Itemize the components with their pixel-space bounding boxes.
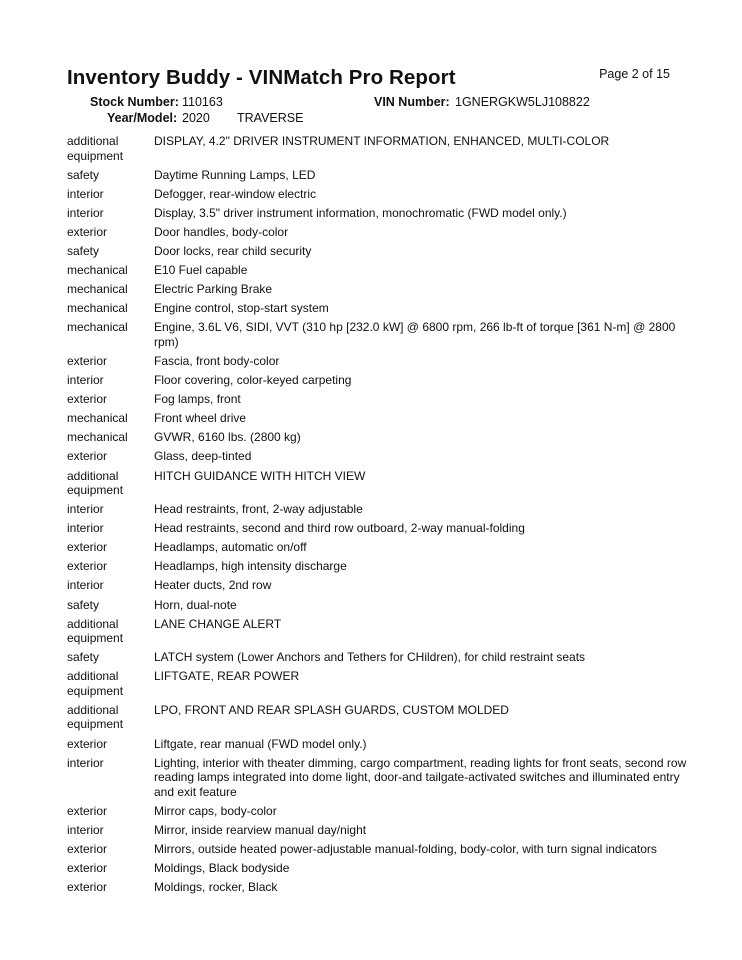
report-title: Inventory Buddy - VINMatch Pro Report [67, 66, 456, 89]
equipment-description: Headlamps, automatic on/off [154, 540, 307, 555]
equipment-description: Head restraints, front, 2-way adjustable [154, 502, 363, 517]
equipment-row [67, 502, 687, 517]
equipment-description: E10 Fuel capable [154, 263, 248, 278]
equipment-row [67, 559, 687, 574]
equipment-category: safety [67, 243, 100, 258]
equipment-description: Engine, 3.6L V6, SIDI, VVT (310 hp [232.0 kW] @ 6800 rpm, 266 lb-ft of torque [361 N-m] @ 2800 rpm) [154, 320, 676, 349]
equipment-row [67, 650, 687, 665]
equipment-category: additional equipment [67, 134, 124, 163]
equipment-category: interior [67, 822, 104, 837]
equipment-row [67, 430, 687, 445]
equipment-category: interior [67, 502, 104, 517]
equipment-description: Daytime Running Lamps, LED [154, 167, 316, 182]
equipment-description: Head restraints, second and third row outboard, 2-way manual-folding [154, 521, 525, 536]
equipment-row [67, 521, 687, 536]
equipment-description: Fog lamps, front [154, 392, 241, 407]
equipment-row [67, 823, 687, 838]
equipment-description: GVWR, 6160 lbs. (2800 kg) [154, 430, 301, 445]
equipment-row [67, 617, 687, 646]
equipment-category: exterior [67, 880, 108, 895]
equipment-category: exterior [67, 559, 108, 574]
equipment-row [67, 225, 687, 240]
equipment-row [67, 449, 687, 464]
equipment-row [67, 669, 687, 698]
model-value: TRAVERSE [237, 111, 304, 125]
equipment-category: exterior [67, 392, 108, 407]
equipment-description: Headlamps, high intensity discharge [154, 559, 347, 574]
equipment-category: exterior [67, 353, 108, 368]
equipment-row [67, 282, 687, 297]
equipment-category: interior [67, 755, 104, 770]
equipment-row [67, 737, 687, 752]
equipment-description: Floor covering, color-keyed carpeting [154, 373, 352, 388]
equipment-description: Fascia, front body-color [154, 353, 280, 368]
equipment-description: Mirror, inside rearview manual day/night [154, 822, 367, 837]
equipment-description: LPO, FRONT AND REAR SPLASH GUARDS, CUSTOM MOLDED [154, 702, 509, 717]
vin-number-label: VIN Number: [374, 95, 450, 109]
equipment-category: exterior [67, 224, 108, 239]
equipment-category: exterior [67, 449, 108, 464]
equipment-category: interior [67, 205, 104, 220]
equipment-row [67, 263, 687, 278]
equipment-row [67, 756, 687, 800]
equipment-category: interior [67, 373, 104, 388]
equipment-description: Moldings, rocker, Black [154, 880, 278, 895]
equipment-description: LANE CHANGE ALERT [154, 616, 282, 631]
equipment-description: DISPLAY, 4.2" DRIVER INSTRUMENT INFORMATION, ENHANCED, MULTI-COLOR [154, 134, 610, 148]
equipment-description: Liftgate, rear manual (FWD model only.) [154, 736, 367, 751]
equipment-category: exterior [67, 540, 108, 555]
equipment-category: safety [67, 650, 100, 665]
equipment-category: mechanical [67, 282, 128, 297]
equipment-category: mechanical [67, 430, 128, 445]
equipment-list [67, 134, 687, 899]
equipment-description: Display, 3.5" driver instrument information, monochromatic (FWD model only.) [154, 205, 567, 220]
equipment-row [67, 469, 687, 498]
equipment-description: LIFTGATE, REAR POWER [154, 669, 300, 684]
equipment-description: Heater ducts, 2nd row [154, 578, 272, 593]
equipment-category: safety [67, 167, 100, 182]
equipment-category: mechanical [67, 263, 128, 278]
equipment-category: exterior [67, 861, 108, 875]
equipment-row [67, 804, 687, 819]
equipment-description: LATCH system (Lower Anchors and Tethers for CHildren), for child restraint seats [154, 650, 586, 665]
equipment-description: Lighting, interior with theater dimming, cargo compartment, reading lights for front seats, second row reading lamps integrated into dome light, door-and tailgate-activated switches and illuminated entry and exit feature [154, 755, 687, 799]
equipment-row [67, 187, 687, 202]
equipment-category: exterior [67, 736, 108, 751]
equipment-row [67, 134, 687, 163]
equipment-category: safety [67, 597, 100, 612]
equipment-row [67, 244, 687, 259]
equipment-category: mechanical [67, 320, 128, 335]
equipment-row [67, 168, 687, 183]
equipment-category: exterior [67, 803, 108, 818]
equipment-category: additional equipment [67, 468, 124, 497]
equipment-row [67, 578, 687, 593]
equipment-row [67, 392, 687, 407]
equipment-description: Door locks, rear child security [154, 243, 312, 258]
equipment-row [67, 301, 687, 316]
equipment-description: HITCH GUIDANCE WITH HITCH VIEW [154, 468, 366, 483]
page-number: Page 2 of 15 [599, 67, 670, 81]
equipment-description: Mirror caps, body-color [154, 803, 277, 818]
equipment-category: mechanical [67, 411, 128, 426]
equipment-row [67, 411, 687, 426]
equipment-description: Mirrors, outside heated power-adjustable manual-folding, body-color, with turn signal indicators [154, 841, 657, 856]
equipment-description: Horn, dual-note [154, 597, 237, 612]
equipment-category: interior [67, 186, 104, 201]
equipment-description: Door handles, body-color [154, 224, 289, 239]
stock-number-value: 110163 [182, 95, 223, 109]
equipment-description: Engine control, stop-start system [154, 301, 329, 316]
equipment-row [67, 540, 687, 555]
equipment-category: exterior [67, 841, 108, 856]
equipment-row [67, 861, 687, 876]
equipment-description: Defogger, rear-window electric [154, 186, 317, 201]
equipment-row [67, 320, 687, 349]
stock-number-label: Stock Number: [90, 95, 179, 109]
equipment-row [67, 880, 687, 895]
equipment-description: Electric Parking Brake [154, 282, 273, 297]
vin-number-value: 1GNERGKW5LJ108822 [455, 95, 590, 109]
equipment-row [67, 703, 687, 732]
equipment-row [67, 373, 687, 388]
equipment-category: interior [67, 578, 104, 593]
year-value: 2020 [182, 111, 210, 125]
equipment-row [67, 842, 687, 857]
equipment-row [67, 598, 687, 613]
equipment-category: additional equipment [67, 669, 124, 698]
equipment-description: Front wheel drive [154, 411, 247, 426]
equipment-category: mechanical [67, 301, 128, 316]
equipment-category: additional equipment [67, 702, 124, 732]
equipment-category: interior [67, 521, 104, 536]
equipment-description: Moldings, Black bodyside [154, 861, 290, 875]
equipment-row [67, 354, 687, 369]
year-model-label: Year/Model: [107, 111, 178, 125]
equipment-category: additional equipment [67, 616, 124, 646]
equipment-row [67, 206, 687, 221]
equipment-description: Glass, deep-tinted [154, 449, 252, 464]
